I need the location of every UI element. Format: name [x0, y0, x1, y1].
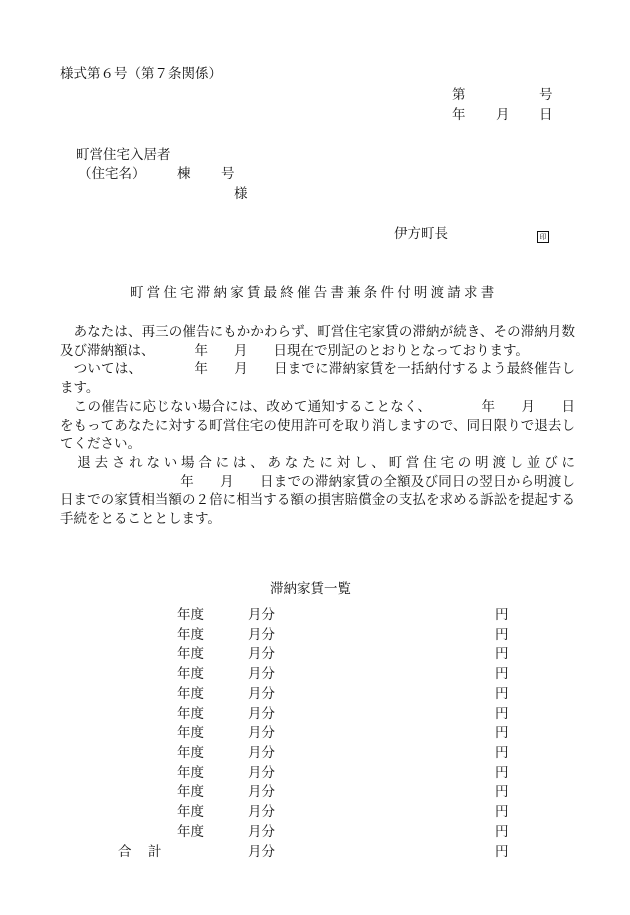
arrears-table-heading: 滞納家賃一覧: [270, 581, 351, 597]
months-label: 月分: [248, 784, 275, 801]
table-row: [0, 642, 630, 661]
seal-mark: [537, 229, 549, 243]
form-number: 様式第６号（第７条関係）: [60, 66, 222, 82]
yen-label: 円: [495, 666, 509, 683]
months-label: 月分: [248, 744, 275, 761]
house-name-label: （住宅名）: [78, 166, 146, 182]
yen-label: 円: [495, 646, 509, 663]
yen-label: 円: [495, 784, 509, 801]
yen-label: 円: [495, 705, 509, 722]
months-label: 月分: [248, 725, 275, 742]
fiscal-year-label: 年度: [177, 764, 204, 781]
fiscal-year-label: 年度: [177, 626, 204, 643]
fiscal-year-label: 年度: [177, 744, 204, 761]
date-month: 月: [496, 107, 510, 123]
months-label: 月分: [248, 607, 275, 623]
recipient-line: 町営住宅入居者: [76, 147, 171, 163]
building-label: 棟: [177, 166, 191, 182]
months-label: 月分: [248, 685, 275, 702]
date-year: 年: [452, 107, 466, 123]
yen-label: 円: [495, 607, 509, 623]
table-row: [0, 741, 630, 760]
months-label: 月分: [248, 764, 275, 781]
body-text: [60, 323, 575, 529]
table-row: [0, 780, 630, 799]
fiscal-year-label: 年度: [177, 725, 204, 742]
total-label-a: 合: [118, 844, 132, 860]
months-label: 月分: [248, 646, 275, 663]
yen-label: 円: [495, 744, 509, 761]
document-title: 町営住宅滞納家賃最終催告書兼条件付明渡請求書: [130, 285, 498, 301]
fiscal-year-label: 年度: [177, 646, 204, 663]
total-row: [0, 840, 630, 859]
table-row: [0, 662, 630, 681]
sender-name: 伊方町長: [394, 226, 448, 242]
paragraph-3: この催告に応じない場合には、改めて通知することなく、 年 月 日をもってあなたに対する町営住宅の使用許可を取り消しますので、同日限りで退去してください。: [60, 398, 576, 453]
fiscal-year-label: 年度: [177, 607, 204, 623]
yen-label: 円: [495, 764, 509, 781]
paragraph-1: あなたは、再三の催告にもかかわらず、町営住宅家賃の滞納が続き、その滞納月数及び滞納額は、 年 月 日現在で別記のとおりとなっております。: [60, 324, 575, 359]
yen-label: 円: [495, 823, 509, 840]
yen-label: 円: [495, 685, 509, 702]
fiscal-year-label: 年度: [177, 823, 204, 840]
fiscal-year-label: 年度: [177, 666, 204, 683]
table-row: [0, 603, 630, 622]
table-row: [0, 702, 630, 721]
total-yen: 円: [495, 844, 509, 860]
table-row: [0, 682, 630, 701]
doc-number-prefix: 第: [452, 87, 466, 103]
fiscal-year-label: 年度: [177, 705, 204, 722]
months-label: 月分: [248, 705, 275, 722]
seal-icon: 印: [537, 231, 549, 243]
table-row: [0, 623, 630, 642]
date-day: 日: [539, 107, 553, 123]
fiscal-year-label: 年度: [177, 804, 204, 820]
doc-number-suffix: 号: [539, 87, 553, 103]
table-row: [0, 761, 630, 780]
room-label: 号: [221, 166, 235, 182]
yen-label: 円: [495, 725, 509, 742]
total-label-b: 計: [148, 844, 162, 860]
months-label: 月分: [248, 666, 275, 683]
months-label: 月分: [248, 626, 275, 643]
table-row: [0, 820, 630, 839]
table-row: [0, 721, 630, 740]
table-row: [0, 800, 630, 819]
total-months: 月分: [248, 844, 275, 860]
paragraph-2: ついては、 年 月 日までに滞納家賃を一括納付するよう最終催告します。: [60, 361, 575, 397]
months-label: 月分: [248, 804, 275, 820]
honorific: 様: [234, 186, 248, 202]
fiscal-year-label: 年度: [177, 784, 204, 801]
months-label: 月分: [248, 823, 275, 840]
yen-label: 円: [495, 804, 509, 820]
fiscal-year-label: 年度: [177, 685, 204, 702]
yen-label: 円: [495, 626, 509, 643]
paragraph-4: 退去されない場合には、あなたに対し、町営住宅の明渡し並びに年 月 日までの滞納家賃の全額及び同日の翌日から明渡し日までの家賃相当額の２倍に相当する額の損害賠償金の支払を求める訴訟を提起する手続をとることとします。: [60, 454, 576, 528]
